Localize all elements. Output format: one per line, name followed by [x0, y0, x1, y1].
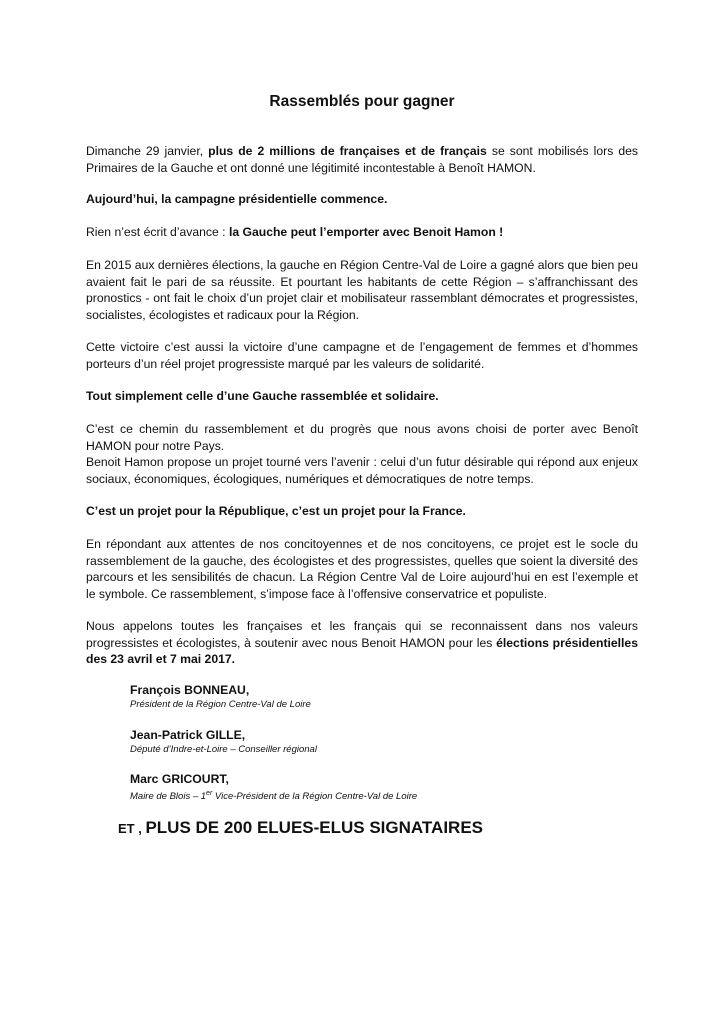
signatory-separator: , [225, 772, 229, 786]
closing-statement [118, 818, 483, 838]
document-title: Rassemblés pour gagner [269, 93, 455, 110]
paragraph-primaries [86, 143, 638, 176]
paragraph-rassemblement: En répondant aux attentes de nos concitoyennes et de nos concitoyens, ce projet est le socle du rassemblement de la gauche, des écologistes et des progressistes, quelles que soient la diversité des parcours et les sensibilités de chacun. La Région Centre Val de Loire aujourd’hui en est l’exemple et le symbole. Ce rassemblement, s’impose face à l’offensive conservatrice et populiste. [86, 537, 638, 601]
paragraph-bold-text: la Gauche peut l’emporter avec Benoit Hamon ! [228, 225, 504, 239]
signatory-name: Marc GRICOURT [130, 772, 226, 786]
paragraph-bold-text: Tout simplement celle d’une Gauche rassemblée et solidaire. [86, 389, 439, 403]
signatory-name: Jean-Patrick GILLE [130, 728, 242, 742]
signatory [130, 728, 317, 756]
paragraph-appel [86, 618, 638, 668]
paragraph-text: Nous appelons toutes les françaises et les français qui se reconnaissent dans nos valeurs progressistes et écologistes, à soutenir avec nous Benoit HAMON pour les [86, 619, 638, 650]
paragraph-republique [86, 503, 638, 520]
paragraph-bold-text: élections présidentielles des 23 avril et 7 mai 2017. [86, 635, 638, 666]
paragraph-text: Rien n’est écrit d’avance : [86, 225, 229, 239]
paragraph-projet-avenir: Benoit Hamon propose un projet tourné vers l’avenir : celui d’un futur désirable qui répond aux enjeux sociaux, économiques, écologiques, numériques et démocratiques de notre temps. [86, 455, 638, 486]
paragraph-victory: Cette victoire c’est aussi la victoire d’une campagne et de l’engagement de femmes et d’hommes porteurs d’un réel projet progressiste marqué par les valeurs de solidarité. [86, 340, 638, 371]
signatory-name-line [130, 683, 311, 698]
closing-et: ET , [118, 821, 146, 836]
paragraph-campaign-starts [86, 191, 638, 208]
paragraph-gauche-rassemblee [86, 388, 638, 405]
paragraph-chemin: C’est ce chemin du rassemblement et du progrès que nous avons choisi de porter avec Benoît HAMON pour notre Pays. [86, 422, 638, 453]
signatory-name-line [130, 728, 317, 743]
signatory-separator: , [245, 683, 250, 697]
signatory-role-text: Maire de Blois – 1 [130, 791, 207, 803]
paragraph-bold-text: Aujourd’hui, la campagne présidentielle commence. [86, 192, 388, 206]
signatory-separator: , [241, 728, 246, 742]
signatory [130, 772, 417, 803]
signatory-role-superscript: er [206, 790, 213, 797]
signatory-name-line [130, 772, 417, 787]
paragraph-text: Dimanche 29 janvier, [86, 144, 209, 158]
signatory-role: Président de la Région Centre-Val de Loire [130, 699, 311, 710]
paragraph-2015-elections: En 2015 aux dernières élections, la gauche en Région Centre-Val de Loire a gagné alors que bien peu avaient fait le pari de sa réussite. Et pourtant les habitants de cette Région – s’affranchissant des pronostics - ont fait le choix d’un projet clair et mobilisateur rassemblant démocrates et progressistes, socialistes, écologistes et radicaux pour la Région. [86, 258, 638, 322]
paragraph-nothing-written [86, 224, 638, 241]
closing-text: PLUS DE 200 ELUES-ELUS SIGNATAIRES [145, 818, 483, 837]
signatory-role: Député d’Indre-et-Loire – Conseiller régional [130, 744, 317, 755]
signatory-name: François BONNEAU [130, 683, 246, 697]
paragraph-text: se sont mobilisés lors des Primaires de la Gauche et ont donné une légitimité incontestable à Benoît HAMON. [86, 144, 638, 175]
paragraph-bold-text: C’est un projet pour la République, c’est un projet pour la France. [86, 504, 466, 518]
signatory-role [130, 787, 417, 803]
signatory [130, 683, 311, 711]
signatory-role-text: Vice-Président de la Région Centre-Val de Loire [212, 791, 418, 803]
paragraph-bold-text: plus de 2 millions de françaises et de français [208, 144, 487, 158]
